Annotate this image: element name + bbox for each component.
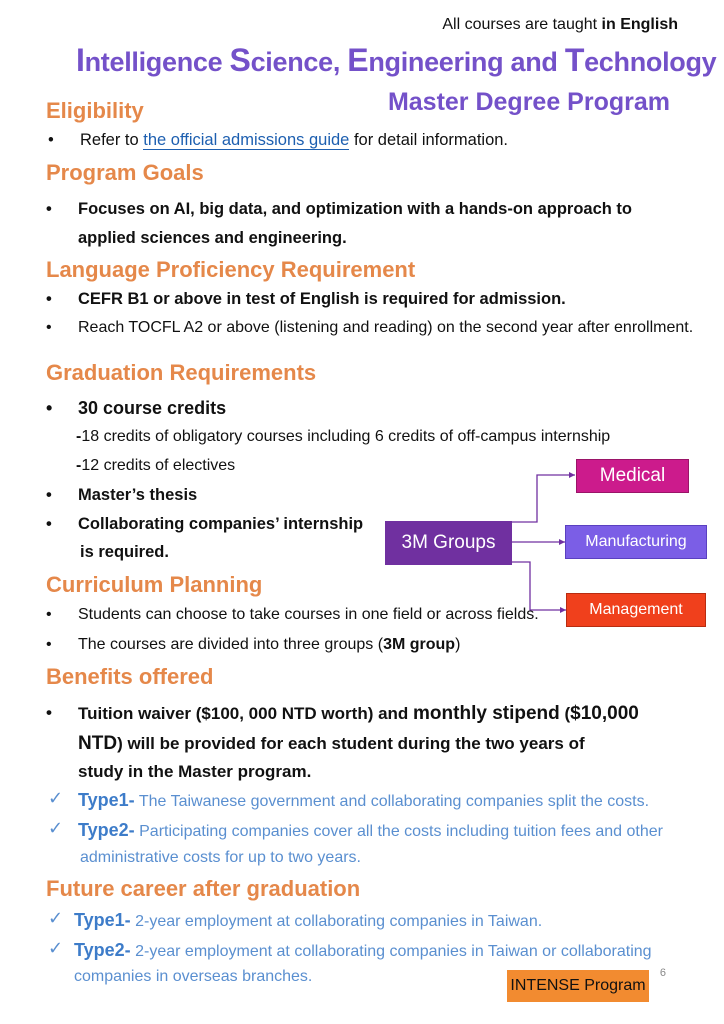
management-box: Management	[566, 593, 706, 627]
3m-groups-box: 3M Groups	[385, 521, 512, 565]
career-type2-line-2: companies in overseas branches.	[74, 968, 313, 985]
manufacturing-box: Manufacturing	[565, 525, 707, 559]
career-heading: Future career after graduation	[46, 876, 361, 901]
credits-sub-1: -18 credits of obligatory courses including 6 credits of off-campus internship	[76, 428, 611, 445]
career-type1: Type1- 2-year employment at collaborating companies in Taiwan.	[74, 910, 543, 930]
language-item-2: • Reach TOCFL A2 or above (listening and reading) on the second year after enrollment.	[78, 319, 693, 337]
check-icon: ✓	[48, 818, 64, 838]
language-item-1: • CEFR B1 or above in test of English is required for admission.	[78, 290, 566, 309]
curriculum-item-1: • Students can choose to take courses in one field or across fields.	[78, 606, 539, 624]
thesis-item: • Master’s thesis	[78, 486, 197, 505]
credits-item: • 30 course credits	[78, 398, 226, 419]
goals-line-1: • Focuses on AI, big data, and optimization with a hands-on approach to	[78, 200, 632, 219]
page-title: Intelligence Science, Engineering and Technology	[76, 42, 717, 78]
benefit-type2-line-2: administrative costs for up to two years.	[80, 849, 361, 866]
goals-line-2: applied sciences and engineering.	[78, 229, 347, 247]
internship-line-2: is required.	[80, 543, 169, 561]
eligibility-item: • Refer to the official admissions guide for detail information.	[80, 131, 508, 150]
medical-box: Medical	[576, 459, 689, 493]
benefits-line-1: • Tuition waiver ($100, 000 NTD worth) and monthly stipend ($10,000	[78, 703, 639, 725]
page-number: 6	[659, 967, 666, 979]
page-subtitle: Master Degree Program	[387, 88, 670, 116]
benefit-type2-line-1: Type2- Participating companies cover all the costs including tuition fees and other	[78, 820, 663, 840]
credits-sub-2: -12 credits of electives	[76, 457, 236, 474]
check-icon: ✓	[48, 938, 64, 958]
career-type2-line-1: Type2- 2-year employment at collaborating companies in Taiwan or collaborating	[74, 940, 652, 960]
benefits-line-3: study in the Master program.	[78, 762, 312, 781]
connector-medical	[512, 475, 575, 522]
language-heading: Language Proficiency Requirement	[46, 257, 416, 282]
benefit-type1: Type1- The Taiwanese government and collaborating companies split the costs.	[78, 790, 650, 810]
eligibility-heading: Eligibility	[46, 98, 144, 123]
curriculum-item-2: • The courses are divided into three groups (3M group)	[78, 636, 460, 654]
curriculum-heading: Curriculum Planning	[46, 572, 263, 597]
connector-management	[512, 562, 566, 610]
benefits-line-2: NTD) will be provided for each student during the two years of	[78, 733, 585, 754]
admissions-guide-link[interactable]: the official admissions guide	[143, 131, 350, 149]
check-icon: ✓	[48, 908, 64, 928]
internship-line-1: • Collaborating companies’ internship	[78, 515, 363, 534]
intense-program-badge: INTENSE Program	[507, 970, 649, 1002]
benefits-heading: Benefits offered	[46, 664, 214, 689]
check-icon: ✓	[48, 788, 64, 808]
program-goals-heading: Program Goals	[46, 160, 204, 185]
top-note: All courses are taught in English	[442, 16, 678, 33]
graduation-heading: Graduation Requirements	[46, 360, 317, 385]
